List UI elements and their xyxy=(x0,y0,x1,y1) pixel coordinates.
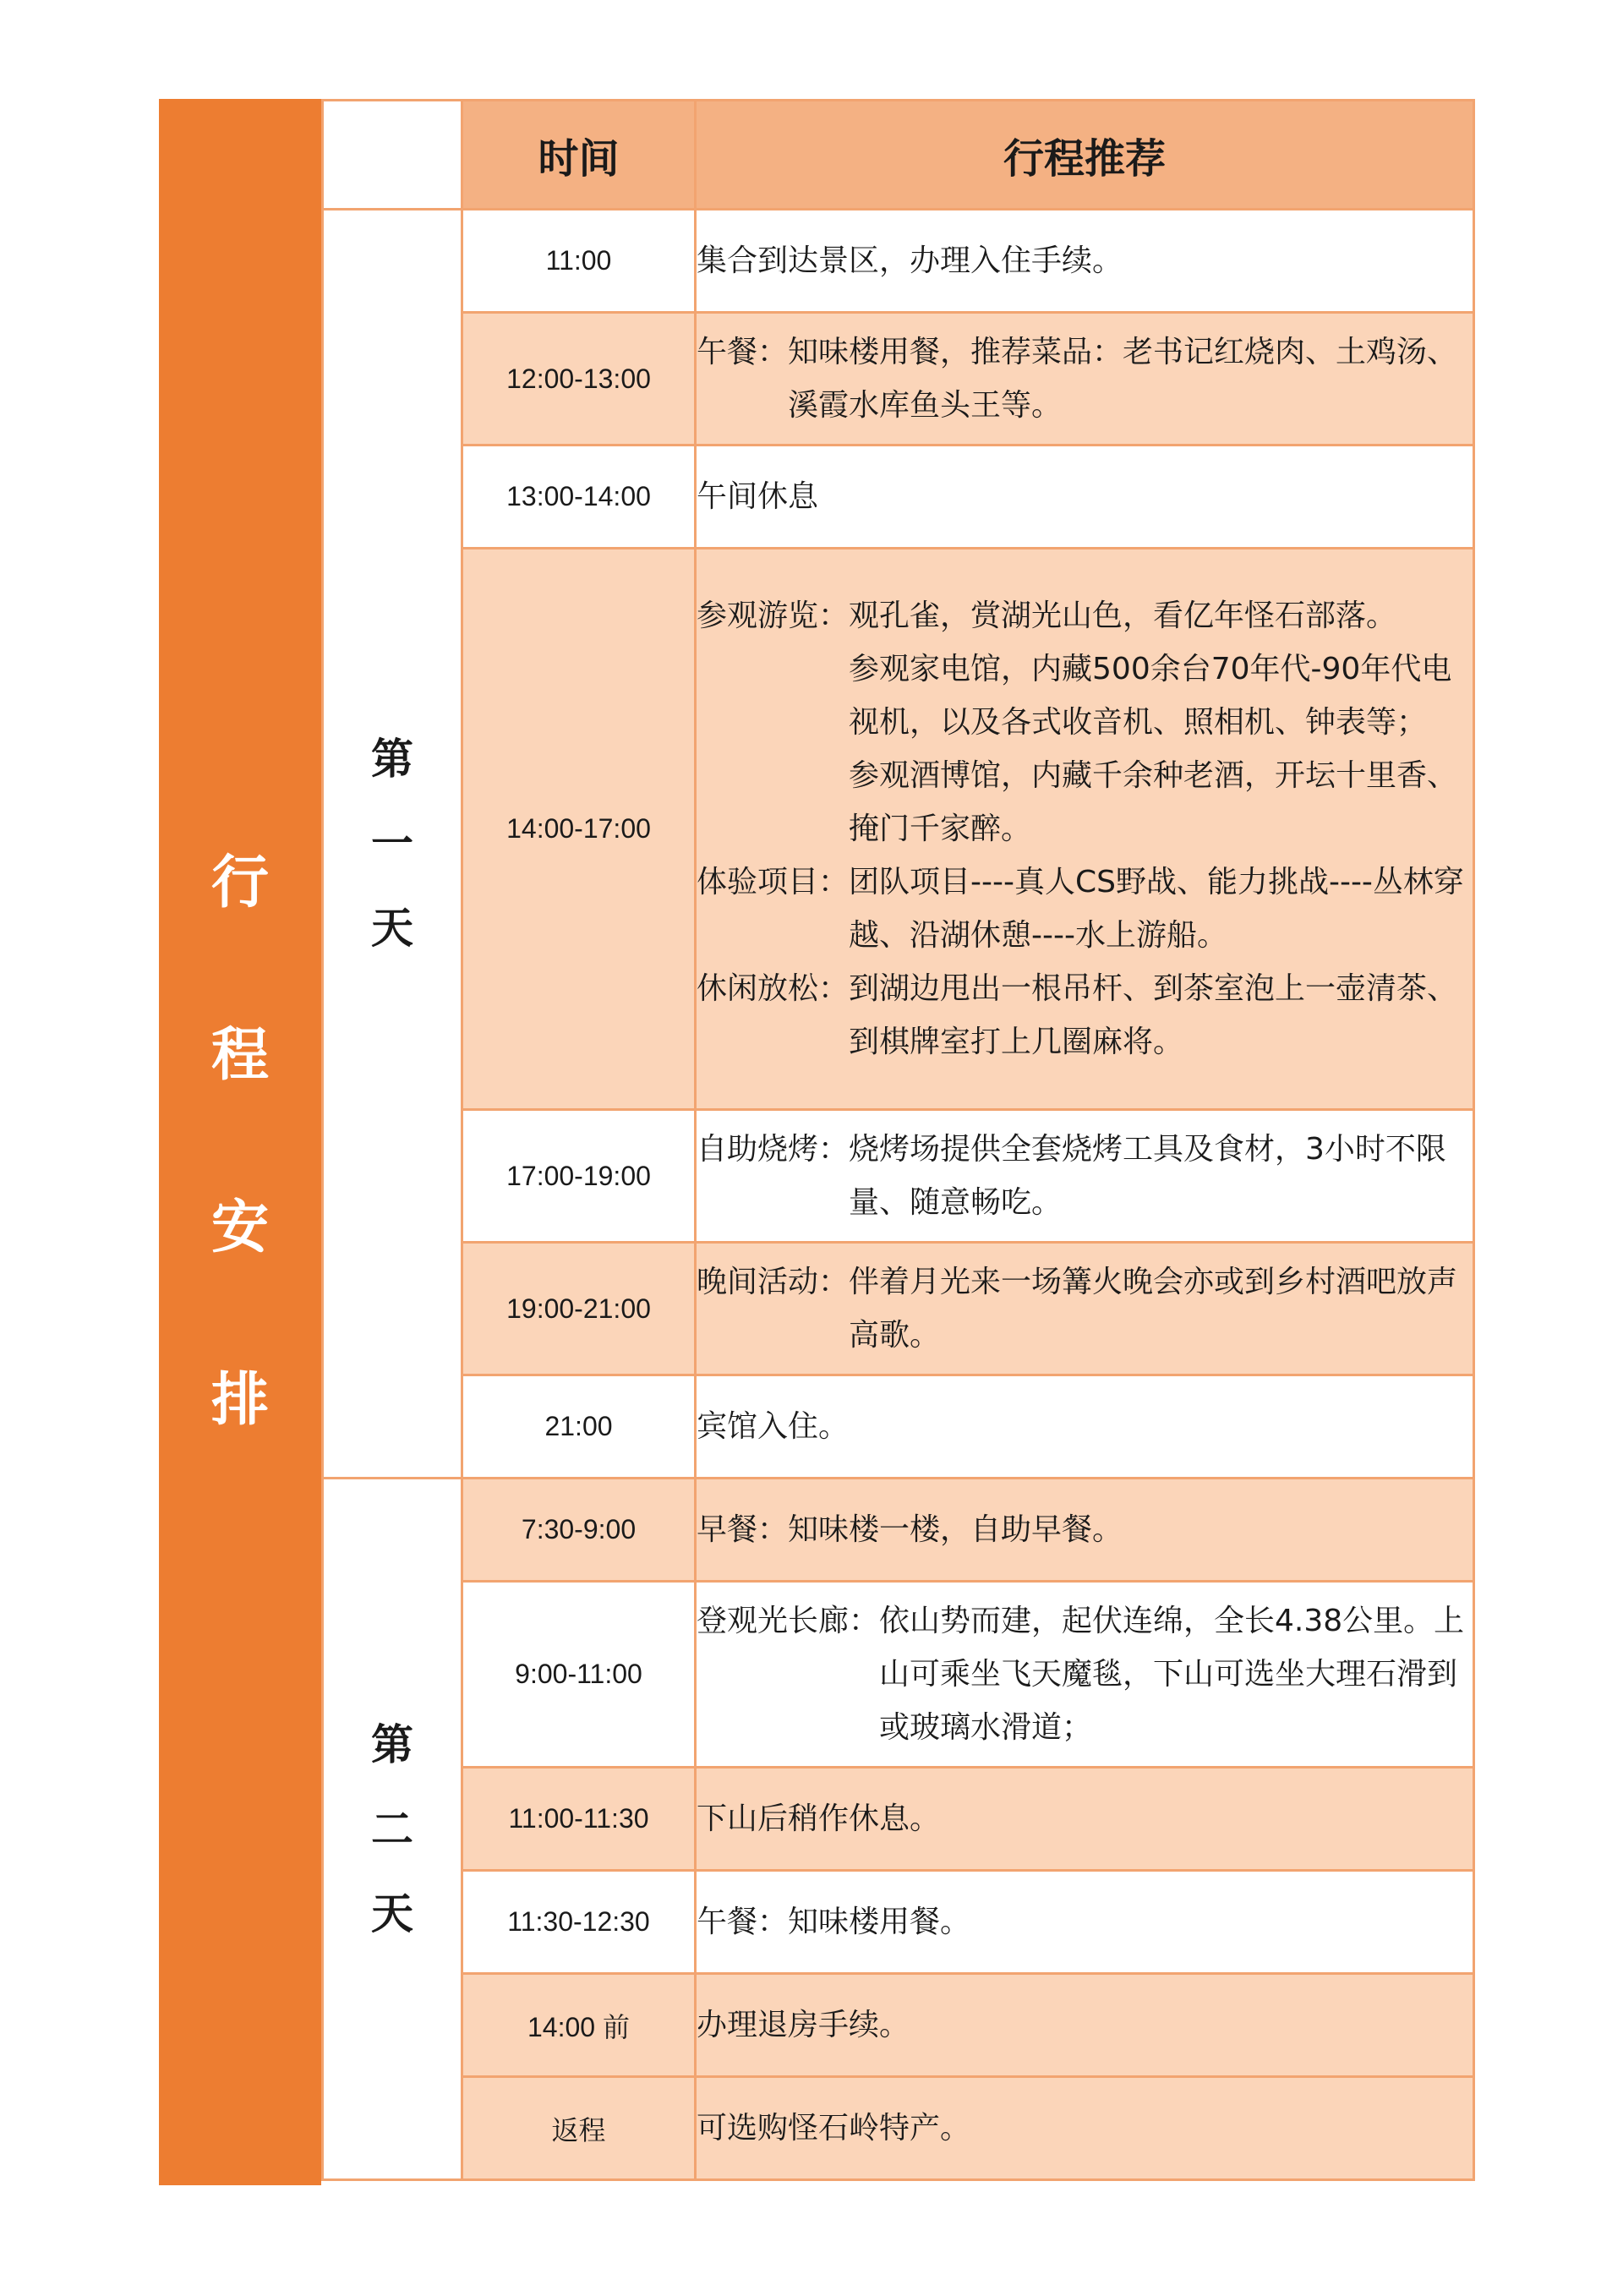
day2-label xyxy=(323,1479,462,2180)
activity-text: 依山势而建，起伏连绵，全长4.38公里。上山可乘坐飞天魔毯，下山可选坐大理石滑到或玻璃水滑道； xyxy=(879,1604,1465,1745)
table-row xyxy=(323,1974,1474,2077)
time-cell: 12:00-13:00 xyxy=(462,313,696,446)
day2-label-char: 二 xyxy=(371,1804,413,1854)
day2-label-char: 第 xyxy=(371,1719,413,1769)
sidebar-title-char: 程 xyxy=(210,1022,269,1089)
sidebar-title-char: 排 xyxy=(210,1367,269,1434)
itinerary-cell: 宾馆入住。 xyxy=(696,1375,1474,1479)
itinerary-cell: 早餐：知味楼一楼，自助早餐。 xyxy=(696,1479,1474,1582)
header-time: 时间 xyxy=(462,101,696,210)
table-row xyxy=(323,1110,1474,1243)
activity-text: 团队项目----真人CS野战、能力挑战----丛林穿越、沿湖休憩----水上游船。 xyxy=(849,865,1464,953)
time-cell: 17:00-19:00 xyxy=(462,1110,696,1243)
time-cell: 13:00-14:00 xyxy=(462,446,696,549)
activity-label: 登观光长廊： xyxy=(697,1604,880,1638)
table-row xyxy=(323,1768,1474,1871)
itinerary-cell: 办理退房手续。 xyxy=(696,1974,1474,2077)
table-row xyxy=(323,1871,1474,1974)
itinerary-cell: 午餐：知味楼用餐。 xyxy=(696,1871,1474,1974)
table-row xyxy=(323,1375,1474,1479)
itinerary-cell xyxy=(696,313,1474,446)
day1-label xyxy=(323,210,462,1479)
table-row xyxy=(323,2077,1474,2180)
activity-text: 到湖边甩出一根吊杆、到茶室泡上一壶清茶、到棋牌室打上几圈麻将。 xyxy=(849,971,1458,1059)
day1-label-char: 一 xyxy=(371,819,413,868)
time-cell: 9:00-11:00 xyxy=(462,1582,696,1768)
time-cell: 14:00 前 xyxy=(462,1974,696,2077)
day1-label-char: 第 xyxy=(371,735,413,784)
activity-label: 晚间活动： xyxy=(697,1265,850,1299)
table-row xyxy=(323,1479,1474,1582)
activity-text: 观孔雀，赏湖光山色，看亿年怪石部落。 xyxy=(849,599,1397,633)
table-header-row xyxy=(323,101,1474,210)
table-row xyxy=(323,549,1474,1110)
activity-label: 参观游览： xyxy=(697,599,850,633)
activity-label: 午餐： xyxy=(697,335,789,369)
time-cell: 11:00 xyxy=(462,210,696,313)
table-row xyxy=(323,1243,1474,1375)
day1-label-char: 天 xyxy=(371,904,413,953)
activity-text: 烧烤场提供全套烧烤工具及食材，3小时不限量、随意畅吃。 xyxy=(849,1132,1446,1220)
itinerary-cell xyxy=(696,549,1474,1110)
itinerary-cell xyxy=(696,1110,1474,1243)
itinerary-cell xyxy=(696,1243,1474,1375)
sidebar-banner xyxy=(159,99,321,2185)
time-cell: 19:00-21:00 xyxy=(462,1243,696,1375)
activity-text: 参观家电馆，内藏500余台70年代-90年代电视机，以及各式收音机、照相机、钟表等； xyxy=(849,652,1452,740)
time-cell: 11:00-11:30 xyxy=(462,1768,696,1871)
itinerary-cell: 集合到达景区，办理入住手续。 xyxy=(696,210,1474,313)
itinerary-table xyxy=(321,99,1475,2181)
activity-text: 参观酒博馆，内藏千余种老酒，开坛十里香、掩门千家醉。 xyxy=(849,758,1458,846)
table-row xyxy=(323,313,1474,446)
header-itinerary: 行程推荐 xyxy=(696,101,1474,210)
time-cell: 7:30-9:00 xyxy=(462,1479,696,1582)
table-row xyxy=(323,446,1474,549)
itinerary-cell: 下山后稍作休息。 xyxy=(696,1768,1474,1871)
time-cell: 返程 xyxy=(462,2077,696,2180)
sidebar-title-char: 行 xyxy=(210,850,269,916)
table-row xyxy=(323,1582,1474,1768)
header-blank-cell xyxy=(323,101,462,210)
itinerary-cell xyxy=(696,1582,1474,1768)
time-cell: 11:30-12:30 xyxy=(462,1871,696,1974)
activity-label: 自助烧烤： xyxy=(697,1132,850,1167)
activity-text: 知味楼用餐，推荐菜品：老书记红烧肉、土鸡汤、溪霞水库鱼头王等。 xyxy=(788,335,1458,423)
table-row xyxy=(323,210,1474,313)
itinerary-cell: 午间休息 xyxy=(696,446,1474,549)
time-cell: 14:00-17:00 xyxy=(462,549,696,1110)
day2-label-char: 天 xyxy=(371,1889,413,1938)
activity-text: 伴着月光来一场篝火晚会亦或到乡村酒吧放声高歌。 xyxy=(849,1265,1458,1353)
sidebar-title-char: 安 xyxy=(210,1194,269,1261)
itinerary-cell: 可选购怪石岭特产。 xyxy=(696,2077,1474,2180)
activity-label: 体验项目： xyxy=(697,865,850,899)
activity-label: 休闲放松： xyxy=(697,971,850,1006)
time-cell: 21:00 xyxy=(462,1375,696,1479)
